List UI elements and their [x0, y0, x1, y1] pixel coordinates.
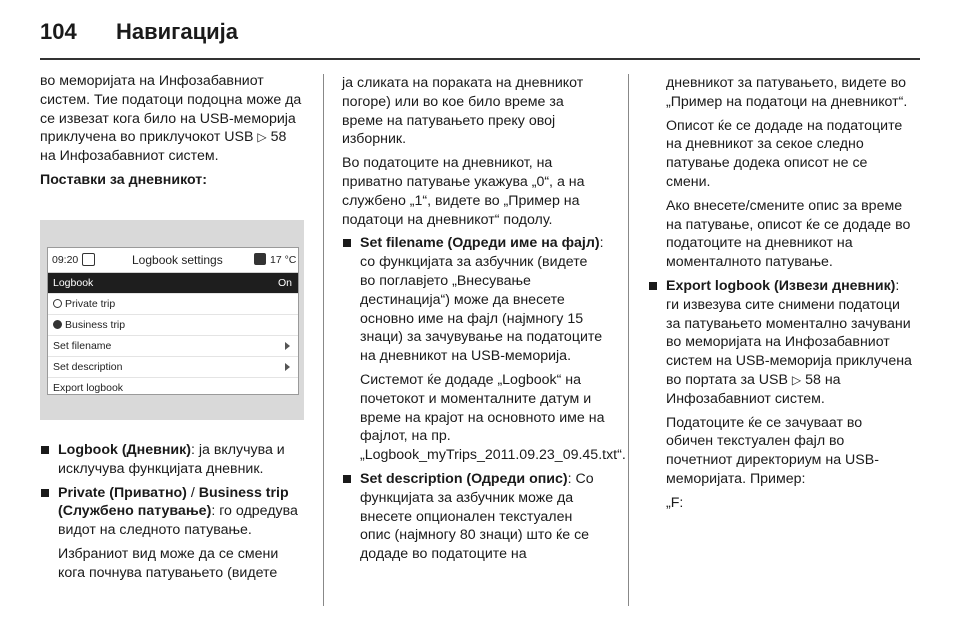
- menu-item-export-logbook[interactable]: Export logbook: [53, 382, 124, 394]
- col3-paragraph-4: Податоците ќе се зачуваат во обичен текстуален фајл во почетниот директориум на USB-меморијата. Пример:: [666, 414, 879, 487]
- screen-title: Logbook settings: [132, 253, 223, 267]
- temperature-icon: [254, 253, 266, 265]
- page-number: 104: [40, 19, 77, 44]
- menu-item-set-filename[interactable]: Set filename: [48, 336, 298, 357]
- chevron-right-icon: [285, 363, 290, 371]
- bullet-logbook: Logbook (Дневник): ја вклучува и исклучува функцијата дневник.: [40, 441, 304, 479]
- menu-item-set-description[interactable]: Set description: [48, 357, 298, 378]
- column-3: [648, 74, 912, 518]
- menu-item-logbook[interactable]: Logbook On: [48, 273, 298, 294]
- menu-item-business-trip[interactable]: Business trip: [48, 315, 298, 336]
- column-1-lower: [40, 441, 304, 588]
- bullet-set-filename: Set filename (Одреди име на фајл): со функцијата за азбучник (видете во поглавјето „Внесување дестинација“) може да внесете основно име на фајл (најмногу 15 знаци) за зачувување на податоците на дневникот на USB-меморија.: [342, 234, 606, 366]
- page-ref-icon: ▷: [257, 130, 267, 145]
- bullet-set-description: Set description (Одреди опис): Со функцијата за азбучник може да внесете опционален текстуален опис (најмногу 80 знаци) што ќе се додаде во податоците на: [342, 470, 606, 564]
- bullet-trip-type: Private (Приватно) / Business trip (Службено патување): го одредува видот на следното патување.: [40, 484, 304, 540]
- logbook-settings-heading: Поставки за дневникот:: [40, 171, 207, 188]
- intro-paragraph: во меморијата на Инфозабавниот систем. Тие податоци подоцна може да се извезат кога било на USB-меморија приклучена во приклучокот USB ▷ 58 на Инфозабавниот систем.: [40, 73, 302, 165]
- column-divider-1: [323, 74, 324, 606]
- section-title: Навигација: [116, 19, 238, 44]
- trip-type-note: Избраниот вид може да се смени кога почнува патувањето (видете: [58, 545, 279, 581]
- column-1: [40, 72, 304, 195]
- dialog-icon: [82, 253, 95, 266]
- col3-paragraph-2: Описот ќе се додаде на податоците на дневникот за секое следно патување додека описот не се смени.: [666, 117, 903, 190]
- col3-paragraph-5: „F:: [666, 494, 684, 511]
- filename-note: Системот ќе додаде „Logbook“ на почетокот и моменталните датум и време на крајот на основното име на фајлот, на пр. „Logbook_myTrips_2011.09.23_09.45.txt“.: [360, 371, 626, 464]
- bullet-export-logbook: Export logbook (Извези дневник): ги извезува сите снимени податоци за патувањето моментално зачувани во меморијата на Инфозабавниот систем на USB-меморија приклучена во портата за USB ▷ 58 на Инфозабавниот систем.: [648, 277, 912, 409]
- header-divider: [40, 58, 920, 60]
- clock: 09:20: [52, 254, 79, 266]
- radio-off-icon: [53, 299, 62, 308]
- col2-paragraph-1: ја сликата на пораката на дневникот погоре) или во кое било време за време на патувањето преку овој изборник.: [342, 75, 584, 148]
- display-screen: [47, 247, 299, 395]
- radio-on-icon: [53, 320, 62, 329]
- col3-paragraph-1: дневникот за патувањето, видете во „Пример на податоци на дневникот“.: [666, 75, 908, 110]
- screen-header: [48, 248, 298, 273]
- column-divider-2: [628, 74, 629, 606]
- page-ref-icon: ▷: [791, 372, 802, 387]
- menu-item-private-trip[interactable]: Private trip: [48, 294, 298, 315]
- logbook-state: On: [277, 277, 292, 289]
- logbook-settings-screenshot: [40, 220, 304, 420]
- col3-paragraph-3: Ако внесете/смените опис за време на патување, описот ќе се додаде во податоците на дневникот на моменталното патување.: [666, 197, 911, 271]
- temperature-readout: 17 °C: [270, 254, 297, 266]
- column-2: [342, 74, 626, 569]
- page-header: [40, 14, 238, 50]
- col2-paragraph-2: Во податоците на дневникот, на приватно патување укажува „0“, а на службено „1“, видете во „Пример на податоци на дневникот“ подолу.: [342, 155, 585, 228]
- chevron-right-icon: [285, 342, 290, 350]
